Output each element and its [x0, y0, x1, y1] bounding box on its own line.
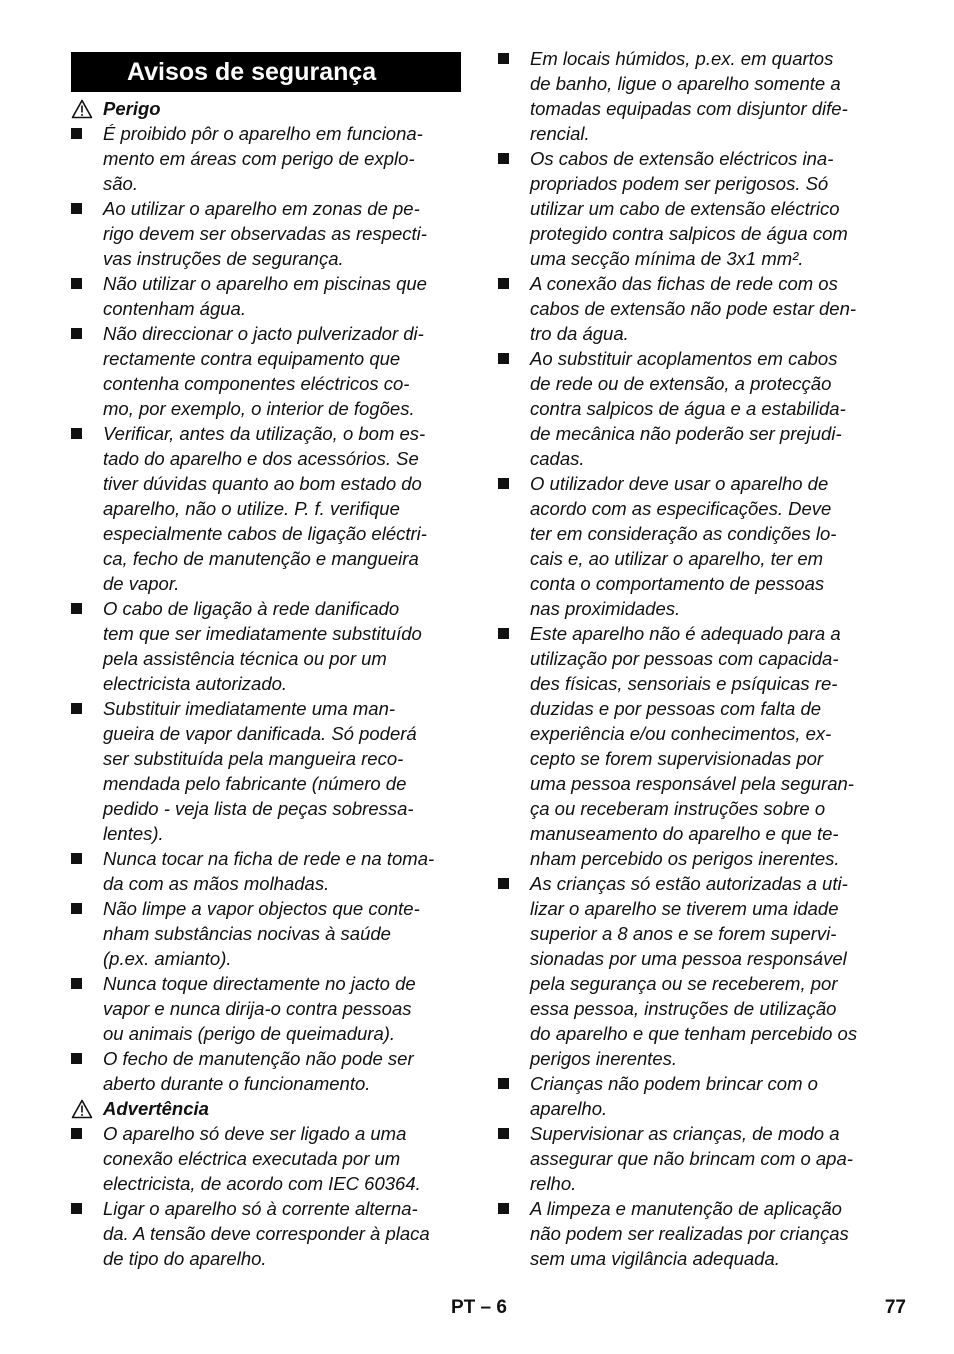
- list-item: [498, 46, 893, 146]
- list-item: [71, 421, 461, 596]
- section-heading-label: Advertência: [103, 1098, 209, 1119]
- list-item-text: A conexão das fichas de rede com os cabos de extensão não pode estar den- tro da água.: [530, 273, 857, 344]
- list-item: [498, 346, 893, 471]
- square-bullet-icon: [71, 1196, 103, 1221]
- square-bullet-icon: [498, 46, 530, 71]
- section-heading-perigo: [71, 96, 461, 121]
- list-item-text: O cabo de ligação à rede danificado tem que ser imediatamente substituído pela assistência técnica ou por um electricista autorizado.: [103, 598, 422, 694]
- square-bullet-icon: [498, 621, 530, 646]
- list-item-text: Ligar o aparelho só à corrente alterna- da. A tensão deve corresponder à placa de tipo do aparelho.: [103, 1198, 430, 1269]
- list-item: [71, 1046, 461, 1096]
- warning-triangle-icon: [71, 99, 103, 119]
- list-item: [498, 871, 893, 1071]
- list-item: [71, 271, 461, 321]
- list-item-text: Nunca tocar na ficha de rede e na toma- da com as mãos molhadas.: [103, 848, 435, 894]
- square-bullet-icon: [71, 121, 103, 146]
- list-item: [498, 1121, 893, 1196]
- square-bullet-icon: [71, 971, 103, 996]
- square-bullet-icon: [498, 346, 530, 371]
- list-item-text: Não limpe a vapor objectos que conte- nham substâncias nocivas à saúde (p.ex. amianto).: [103, 898, 420, 969]
- list-item-text: Ao substituir acoplamentos em cabos de rede ou de extensão, a protecção contra salpicos de água e a estabilida- de mecânica não poderão ser prejudi- cadas.: [530, 348, 846, 469]
- warning-triangle-icon: [71, 1099, 103, 1119]
- square-bullet-icon: [71, 896, 103, 921]
- list-item: [498, 1071, 893, 1121]
- list-item-text: Nunca toque directamente no jacto de vapor e nunca dirija-o contra pessoas ou animais (perigo de queimadura).: [103, 973, 416, 1044]
- right-list: [498, 46, 893, 1271]
- list-item: [71, 896, 461, 971]
- square-bullet-icon: [71, 196, 103, 221]
- square-bullet-icon: [71, 1121, 103, 1146]
- list-item: [498, 146, 893, 271]
- page-title: Avisos de segurança: [71, 52, 461, 92]
- list-item: [498, 621, 893, 871]
- list-item: [71, 696, 461, 846]
- square-bullet-icon: [71, 696, 103, 721]
- list-item: [71, 1196, 461, 1271]
- list-item: [71, 196, 461, 271]
- list-item-text: Crianças não podem brincar com o aparelho.: [530, 1073, 818, 1119]
- left-column: [71, 52, 461, 1271]
- list-item: [498, 1196, 893, 1271]
- square-bullet-icon: [71, 271, 103, 296]
- perigo-list: [71, 121, 461, 1096]
- square-bullet-icon: [71, 596, 103, 621]
- square-bullet-icon: [498, 271, 530, 296]
- right-column: [498, 46, 893, 1271]
- square-bullet-icon: [498, 871, 530, 896]
- list-item-text: O aparelho só deve ser ligado a uma conexão eléctrica executada por um electricista, de acordo com IEC 60364.: [103, 1123, 421, 1194]
- square-bullet-icon: [498, 471, 530, 496]
- list-item: [71, 321, 461, 421]
- section-heading-advertencia: [71, 1096, 461, 1121]
- section-heading-label: Perigo: [103, 98, 161, 119]
- list-item-text: Não direccionar o jacto pulverizador di- rectamente contra equipamento que contenha componentes eléctricos co- mo, por exemplo, o interior de fogões.: [103, 323, 424, 419]
- footer-section-label: PT – 6: [451, 1297, 507, 1318]
- list-item: [71, 596, 461, 696]
- list-item-text: Verificar, antes da utilização, o bom es- tado do aparelho e dos acessórios. Se tiver dúvidas quanto ao bom estado do aparelho, não o utilize. P. f. verifique especialmente cabos de ligação eléctri- ca, fecho de manutenção e mangueira de vapor.: [103, 423, 427, 594]
- footer-page-number: 77: [884, 1297, 906, 1318]
- square-bullet-icon: [498, 1196, 530, 1221]
- square-bullet-icon: [71, 321, 103, 346]
- square-bullet-icon: [71, 421, 103, 446]
- list-item-text: Supervisionar as crianças, de modo a assegurar que não brincam com o apa- relho.: [530, 1123, 853, 1194]
- list-item-text: Este aparelho não é adequado para a utilização por pessoas com capacida- des físicas, sensoriais e psíquicas re- duzidas e por pessoas com falta de experiência e/ou conhecimentos, ex- cepto se forem supervisionadas por uma pessoa responsável pela seguran- ça ou receberam instruções sobre o manuseamento do aparelho e que te- nham percebido os perigos inerentes.: [530, 623, 854, 869]
- square-bullet-icon: [498, 146, 530, 171]
- list-item: [498, 471, 893, 621]
- square-bullet-icon: [498, 1121, 530, 1146]
- square-bullet-icon: [71, 1046, 103, 1071]
- list-item-text: O utilizador deve usar o aparelho de acordo com as especificações. Deve ter em consideração as condições lo- cais e, ao utilizar o aparelho, ter em conta o comportamento de pessoas nas proximidades.: [530, 473, 837, 619]
- list-item-text: A limpeza e manutenção de aplicação não podem ser realizadas por crianças sem uma vigilância adequada.: [530, 1198, 849, 1269]
- list-item-text: Substituir imediatamente uma man- gueira de vapor danificada. Só poderá ser substituída pela mangueira reco- mendada pelo fabricante (número de pedido - veja lista de peças sobressa- lentes).: [103, 698, 417, 844]
- list-item-text: Os cabos de extensão eléctricos ina- propriados podem ser perigosos. Só utilizar um cabo de extensão eléctrico protegido contra salpicos de água com uma secção mínima de 3x1 mm².: [530, 148, 848, 269]
- list-item: [498, 271, 893, 346]
- list-item-text: Em locais húmidos, p.ex. em quartos de banho, ligue o aparelho somente a tomadas equipadas com disjuntor dife- rencial.: [530, 48, 848, 144]
- list-item-text: Ao utilizar o aparelho em zonas de pe- rigo devem ser observadas as respecti- vas instruções de segurança.: [103, 198, 427, 269]
- list-item-text: O fecho de manutenção não pode ser aberto durante o funcionamento.: [103, 1048, 414, 1094]
- square-bullet-icon: [71, 846, 103, 871]
- list-item: [71, 1121, 461, 1196]
- list-item: [71, 121, 461, 196]
- list-item-text: Não utilizar o aparelho em piscinas que contenham água.: [103, 273, 427, 319]
- square-bullet-icon: [498, 1071, 530, 1096]
- list-item: [71, 971, 461, 1046]
- list-item: [71, 846, 461, 896]
- list-item-text: As crianças só estão autorizadas a uti- lizar o aparelho se tiverem uma idade superior a 8 anos e se forem supervi- sionadas por uma pessoa responsável pela segurança ou se receberem, por essa pessoa, instruções de utilização do aparelho e que tenham percebido os perigos inerentes.: [530, 873, 858, 1069]
- list-item-text: É proibido pôr o aparelho em funciona- mento em áreas com perigo de explo- são.: [103, 123, 423, 194]
- advertencia-list: [71, 1121, 461, 1271]
